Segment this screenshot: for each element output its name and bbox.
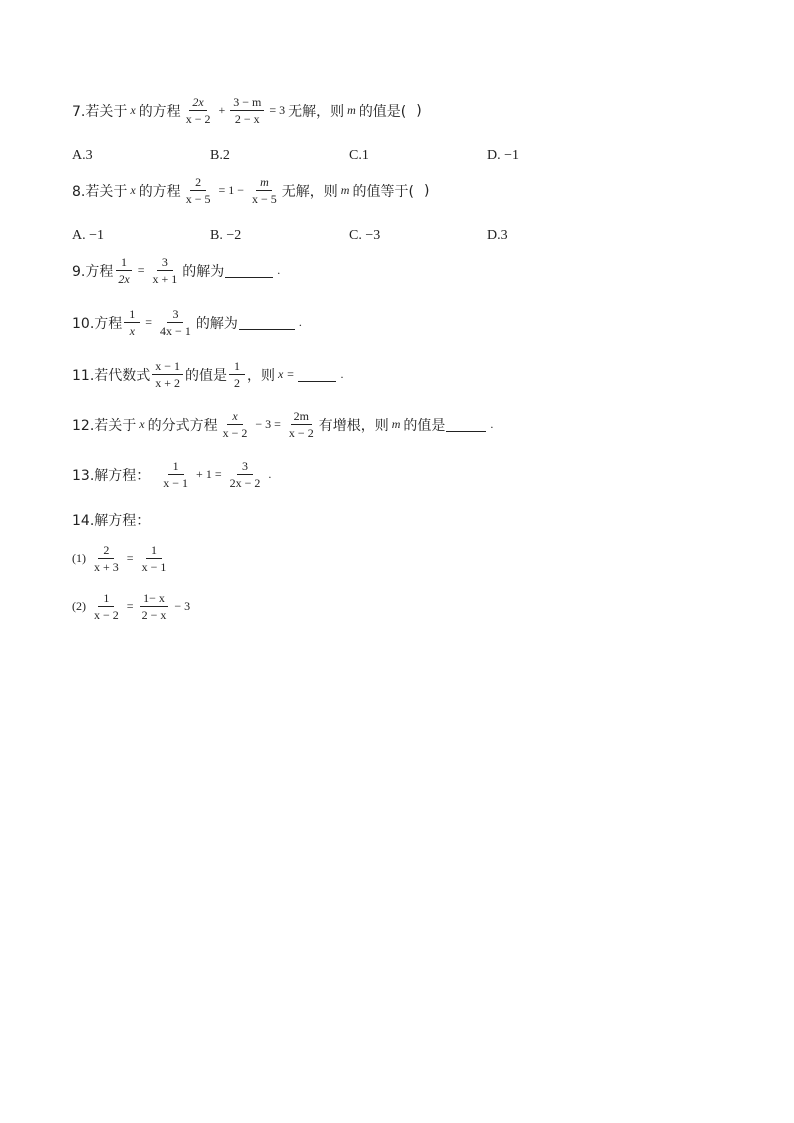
q12-var-x: x [139,417,145,431]
q14-p1-eq: = [126,551,134,565]
q10-suffix: 的解为 [195,315,238,332]
q14-p1-f1-den: x + 3 [94,560,119,574]
q12-fraction-1 [220,410,251,439]
q8-mid: 的方程 [138,183,181,200]
q11-f1-den: x + 2 [155,376,181,390]
q8-option-b: B. −2 [210,228,242,243]
q9-f2-den: x + 1 [152,272,178,286]
question-11 [72,360,346,389]
q11-f2-num: 1 [229,360,245,375]
q9-f1-den: 2x [118,272,130,286]
q14-p2-f1-num: 1 [98,592,114,607]
q10-fraction-2 [157,308,194,337]
q7-f2-den: 2 − x [234,112,260,126]
q14-p1-f2-den: x − 1 [141,560,167,574]
q13-fraction-2 [227,460,264,489]
q9-eq: = [137,263,145,277]
q11-suffix: ，则 [247,367,276,384]
q13-eq: + 1 = [196,467,222,481]
q12-answer-blank[interactable] [446,417,486,432]
q10-prefix: 10.方程 [72,315,123,332]
q7-options [0,148,794,168]
q12-mid: 的分式方程 [147,417,218,434]
q7-var-x: x [130,103,136,117]
q14-p2-fraction-1 [91,592,122,621]
q11-f1-num: x − 1 [152,360,183,375]
q9-answer-blank[interactable] [225,263,273,278]
q9-fraction-2 [149,256,180,285]
q12-suffix-2: 的值是 [403,417,446,434]
q7-fraction-1 [183,96,214,125]
q14-p1-fraction-2 [139,544,170,573]
q14-p2-f2-num: 1− x [140,592,168,607]
q7-option-b: B.2 [210,148,230,163]
q14-title: 14.解方程： [72,513,151,529]
q14-p2-label: (2) [72,599,86,613]
q8-f2-num: m [256,176,272,191]
q13-f2-den: 2x − 2 [229,476,261,490]
q8-option-d: D.3 [487,228,508,243]
q13-f1-den: x − 1 [163,476,189,490]
q9-fraction-1 [115,256,132,285]
q11-fraction-2 [229,360,245,389]
q8-options [0,228,794,248]
q7-suffix-1: 无解，则 [288,103,345,120]
q10-answer-blank[interactable] [239,315,295,330]
question-8 [72,176,429,205]
q9-suffix: 的解为 [182,263,225,280]
q10-f2-den: 4x − 1 [160,324,191,338]
q10-f1-num: 1 [124,308,140,323]
q7-option-c: C.1 [349,148,369,163]
q8-option-a: A. −1 [72,228,105,243]
q8-fraction-2 [249,176,280,205]
q12-prefix: 12.若关于 [72,417,137,434]
question-14-title [72,510,150,530]
q11-mid: 的值是 [185,367,228,384]
q14-p1-f2-num: 1 [146,544,162,559]
q13-f2-num: 3 [237,460,253,475]
q8-var-x: x [130,183,136,197]
q12-var-m: m [391,417,401,431]
q12-f2-num: 2m [291,410,312,425]
q7-eq: = 3 [269,103,286,117]
question-14-part-1 [72,544,171,573]
q7-suffix-2: 的值是( [358,103,407,120]
q8-f2-den: x − 5 [252,192,277,206]
q14-p2-f2-den: 2 − x [141,608,167,622]
q14-p1-fraction-1 [91,544,122,573]
q12-f1-num: x [227,410,243,425]
question-9 [72,256,283,285]
q8-paren: ) [423,182,430,199]
q8-option-c: C. −3 [349,228,381,243]
q14-p2-eq: = [126,599,134,613]
q13-f1-num: 1 [168,460,184,475]
q7-mid: 的方程 [138,103,181,120]
q10-f1-den: x [129,324,135,338]
q13-prefix: 13.解方程： [72,467,151,484]
q7-f1-num: 2x [189,96,206,111]
q7-paren: ) [416,102,422,119]
q12-eq: − 3 = [255,417,281,431]
q7-var-m: m [347,103,356,117]
q11-answer-blank[interactable] [298,367,336,382]
q11-fraction-1 [152,360,183,389]
q11-f2-den: 2 [234,376,241,390]
q12-end: . [490,417,494,431]
q7-f1-den: x − 2 [185,112,211,126]
q12-f1-den: x − 2 [222,426,248,440]
q9-f1-num: 1 [116,256,132,271]
q14-p2-f1-den: x − 2 [94,608,119,622]
q14-p1-f1-num: 2 [98,544,114,559]
q11-x-eq: x = [278,367,295,381]
q8-suffix-2: 的值等于( [352,183,414,200]
q8-prefix: 8.若关于 [72,183,128,200]
q10-f2-num: 3 [167,308,183,323]
question-10 [72,308,305,337]
q7-f2-num: 3 − m [230,96,264,111]
q8-f1-num: 2 [190,176,206,191]
q10-eq: = [145,315,153,329]
q8-eq: = 1 − [218,183,245,197]
q9-end: . [277,263,281,277]
q10-fraction-1 [124,308,140,337]
q7-prefix: 7.若关于 [72,103,128,120]
q13-fraction-1 [160,460,191,489]
question-12 [72,410,496,439]
q9-prefix: 9.方程 [72,263,114,280]
question-7 [72,96,422,125]
q10-end: . [298,315,302,329]
q12-f2-den: x − 2 [288,426,314,440]
q7-plus: + [218,103,226,117]
q8-fraction-1 [183,176,214,205]
q9-f2-num: 3 [157,256,173,271]
q14-p1-label: (1) [72,551,86,565]
q14-p2-fraction-2 [139,592,170,621]
q11-end: . [340,367,344,381]
q14-p2-tail: − 3 [174,599,191,613]
q12-fraction-2 [286,410,317,439]
q7-option-a: A.3 [72,148,93,163]
q7-option-d: D. −1 [487,148,520,163]
question-13 [72,460,274,489]
q11-prefix: 11.若代数式 [72,367,151,384]
q8-suffix-1: 无解，则 [281,183,338,200]
q8-f1-den: x − 5 [185,192,211,206]
q13-end: . [268,467,272,481]
q7-fraction-2 [230,96,264,125]
q8-var-m: m [340,183,350,197]
q12-suffix-1: 有增根，则 [318,417,389,434]
question-14-part-2 [72,592,193,621]
